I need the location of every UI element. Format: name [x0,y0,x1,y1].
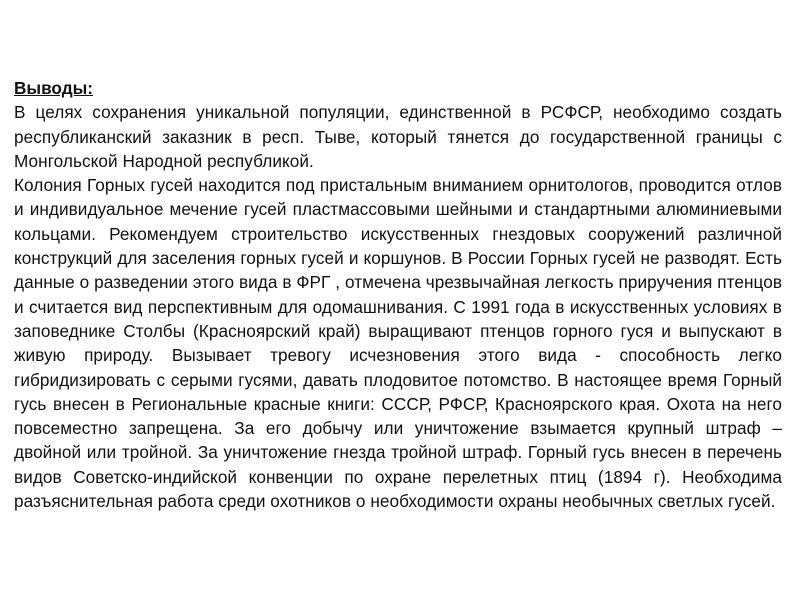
paragraph-goose-colony: Колония Горных гусей находится под пристальным вниманием орнитологов, проводится отлов и индивидуальное мечение гусей пластмассовыми шейными и стандартными алюминиевыми кольцами. Рекомендуем строительство искусственных гнездовых сооружений различной конструкций для заселения горных гусей и коршунов. В России Горных гусей не разводят. Есть данные о разведении этого вида в ФРГ , отмечена чрезвычайная легкость приручения птенцов и считается вид перспективным для одомашнивания. С 1991 года в искусственных условиях в заповеднике Столбы (Красноярский край) выращивают птенцов горного гуся и выпускают в живую природу. Вызывает тревогу исчезновения этого вида - способность легко гибридизировать с серыми гусями, давать плодовитое потомство. В настоящее время Горный гусь внесен в Региональные красные книги: СССР, РФСР, Красноярского края. Охота на него повсеместно запрещена. За его добычу или уничтожение взымается крупный штраф – двойной или тройной. За уничтожение гнезда тройной штраф. Горный гусь внесен в перечень видов Советско-индийской конвенции по охране перелетных птиц (1894 г). Необходима разъяснительная работа среди охотников о необходимости охраны необычных светлых гусей. [14,175,782,512]
conclusions-text-block [14,76,782,513]
paragraph-reserve-proposal: В целях сохранения уникальной популяции, единственной в РСФСР, необходимо создать республиканский заказник в респ. Тыве, который тянется до государственной границы с Монгольской Народной республикой. [14,102,782,171]
conclusions-heading: Выводы: [14,78,94,98]
